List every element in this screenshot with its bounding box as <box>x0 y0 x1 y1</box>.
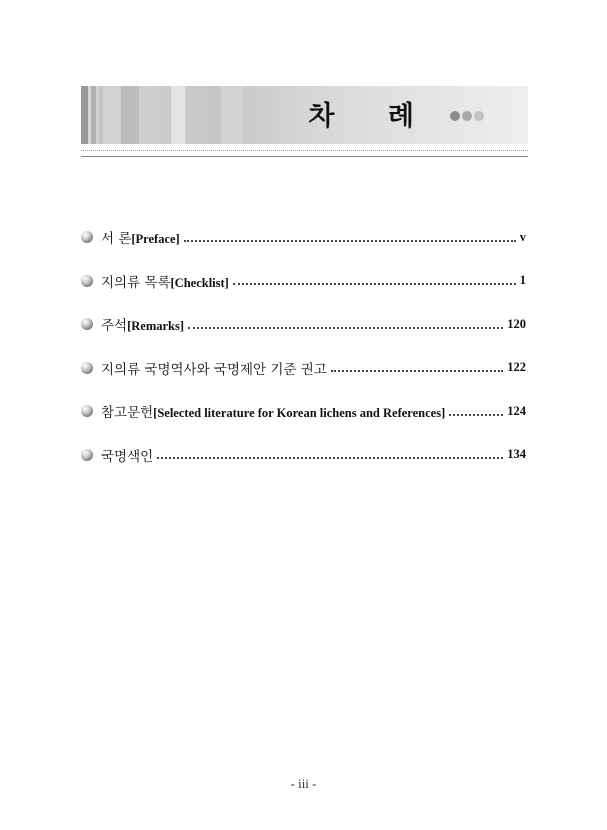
header-stripe <box>121 86 139 144</box>
header-stripe <box>99 86 103 144</box>
dot-leader <box>157 456 503 459</box>
toc-entry-title: 참고문헌[Selected literature for Korean lichens and References] <box>101 405 446 421</box>
table-of-contents <box>81 226 526 487</box>
toc-page-number: 120 <box>507 316 526 331</box>
page-number-footer: - iii - <box>290 776 317 791</box>
toc-entry-index[interactable] <box>81 444 526 466</box>
page-title: 차 례 <box>308 101 436 132</box>
toc-entry-title: 지의류 국명역사와 국명제안 기준 권고 <box>101 361 327 378</box>
toc-entry-preface[interactable] <box>81 226 526 248</box>
header-stripe <box>171 86 185 144</box>
toc-entry-remarks[interactable] <box>81 313 526 335</box>
header-stripe <box>221 86 243 144</box>
dot-leader <box>188 326 503 329</box>
toc-entry-title: 서 론[Preface] <box>101 231 180 247</box>
toc-page-number: 134 <box>507 447 526 461</box>
dot-leader <box>184 239 516 242</box>
header-divider-solid <box>81 156 528 157</box>
toc-entry-naming-history[interactable] <box>81 357 526 379</box>
header-stripe <box>91 86 96 144</box>
toc-entry-title: 국명색인 <box>101 448 154 465</box>
dot-icon <box>450 111 460 121</box>
toc-entry-title: 주석[Remarks] <box>101 318 185 334</box>
toc-page-number: 1 <box>519 273 526 287</box>
header-dots <box>450 111 484 121</box>
dot-leader <box>233 282 516 285</box>
bullet-icon <box>81 362 93 374</box>
header-divider-dotted <box>81 150 528 151</box>
toc-entry-title: 지의류 목록[Checklist] <box>101 274 229 291</box>
bullet-icon <box>81 318 93 330</box>
toc-page-number: 122 <box>507 360 526 374</box>
bullet-icon <box>81 449 93 461</box>
toc-entry-references[interactable] <box>81 400 526 422</box>
dot-icon <box>462 111 472 121</box>
toc-entry-checklist[interactable] <box>81 270 526 292</box>
toc-page-number: 124 <box>507 403 526 418</box>
bullet-icon <box>81 231 93 243</box>
bullet-icon <box>81 405 93 417</box>
dot-leader <box>331 369 503 372</box>
dot-icon <box>474 111 484 121</box>
bullet-icon <box>81 275 93 287</box>
dot-leader <box>449 413 503 416</box>
header-banner <box>81 86 528 144</box>
toc-page-number: v <box>519 229 526 244</box>
header-stripe <box>81 86 88 144</box>
